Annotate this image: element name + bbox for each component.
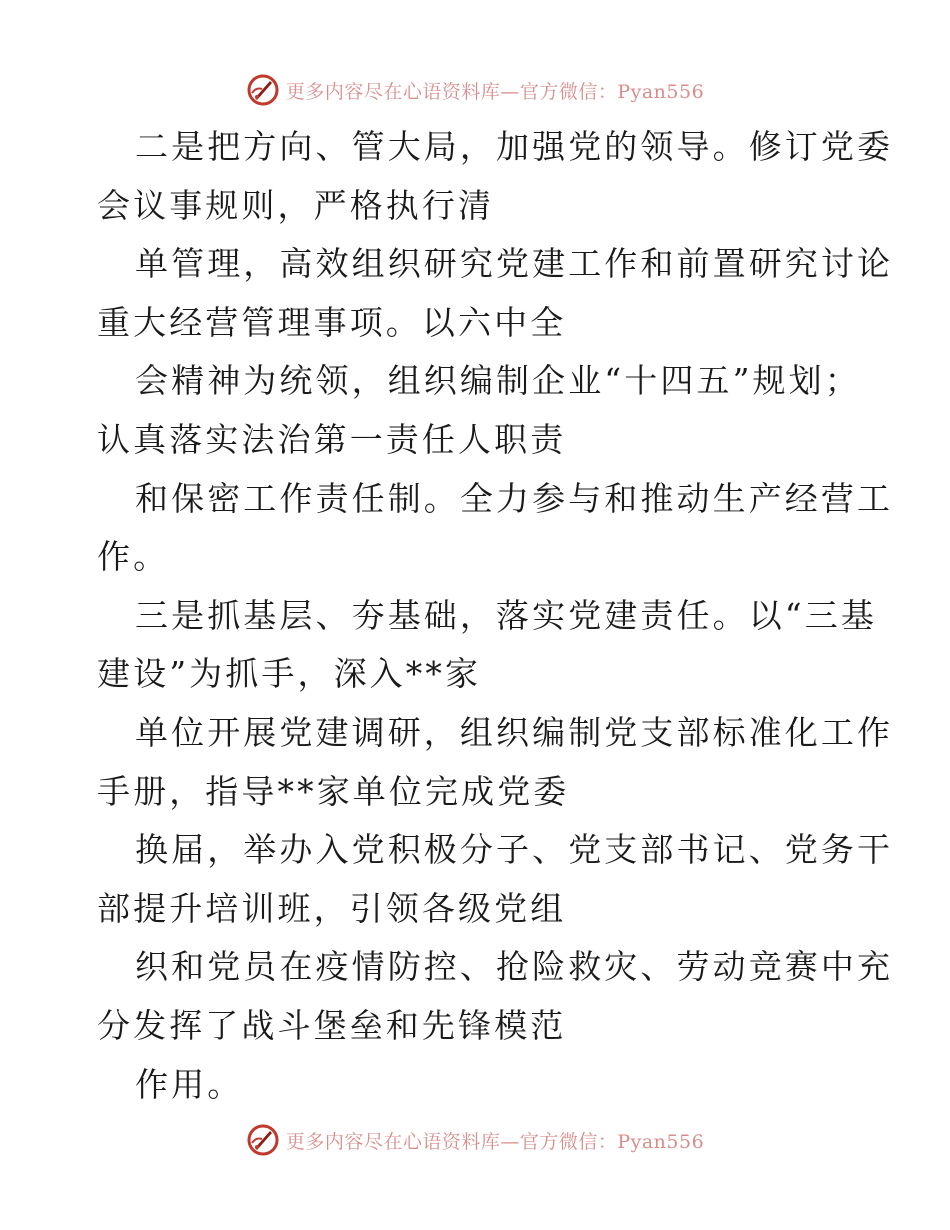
- quill-logo-icon: [246, 73, 280, 107]
- text-line: 单管理，高效组织研究党建工作和前置研究讨论: [135, 244, 894, 284]
- footer-banner: [0, 1120, 950, 1160]
- header-banner: [0, 70, 950, 110]
- text-line: 换届，举办入党积极分子、党支部书记、党务干: [135, 830, 894, 870]
- text-line: 会议事规则，严格执行清: [97, 185, 495, 225]
- text-line: 建设”为抓手，深入**家: [97, 654, 482, 694]
- text-line: 认真落实法治第一责任人职责: [97, 419, 567, 459]
- quill-logo-icon: [246, 1123, 280, 1157]
- text-line: 手册，指导**家单位完成党委: [97, 771, 570, 811]
- text-line: 会精神为统领，组织编制企业“十四五”规划；: [135, 361, 861, 401]
- text-line: 重大经营管理事项。以六中全: [97, 302, 567, 342]
- text-line: 三是抓基层、夯基础，落实党建责任。以“三基: [135, 595, 877, 635]
- text-line: 和保密工作责任制。全力参与和推动生产经营工: [135, 478, 894, 518]
- text-line: 部提升培训班，引领各级党组: [97, 888, 567, 928]
- footer-banner-text: 更多内容尽在心语资料库—官方微信：Pyan556: [285, 1130, 705, 1153]
- header-banner-text: 更多内容尽在心语资料库—官方微信：Pyan556: [285, 80, 705, 103]
- text-line: 单位开展党建调研，组织编制党支部标准化工作: [135, 712, 894, 752]
- text-line: 二是把方向、管大局，加强党的领导。修订党委: [135, 127, 894, 166]
- document-body: [97, 118, 894, 1114]
- text-line: 分发挥了战斗堡垒和先锋模范: [97, 1005, 567, 1045]
- text-line: 织和党员在疫情防控、抢险救灾、劳动竞赛中充: [135, 947, 894, 987]
- text-line: 作用。: [135, 1064, 244, 1104]
- text-line: 作。: [97, 537, 170, 577]
